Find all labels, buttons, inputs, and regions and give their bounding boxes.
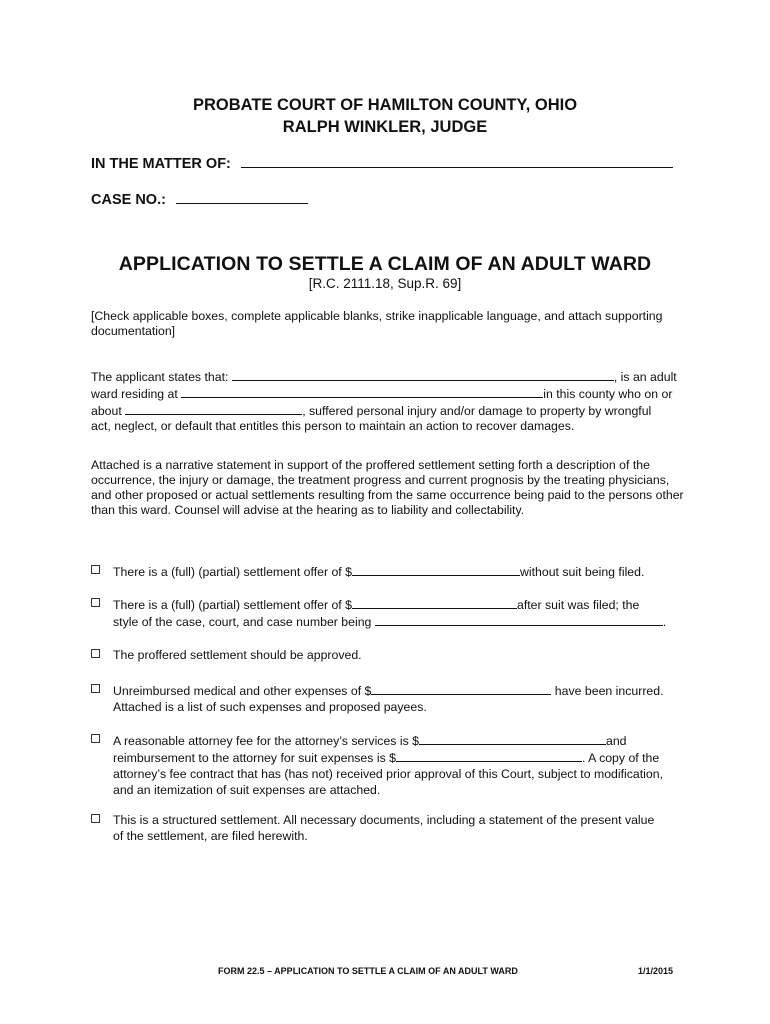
item1-post-text: without suit being filed. [519, 565, 645, 579]
expenses-amount-blank[interactable] [371, 682, 551, 695]
item6-line2-text: of the settlement, are filed herewith. [113, 829, 308, 843]
matter-label: IN THE MATTER OF: [91, 156, 231, 172]
checkbox-item-2 [91, 596, 691, 630]
checkbox-6[interactable] [91, 814, 100, 823]
item5-line4-text: and an itemization of suit expenses are attached. [113, 783, 381, 797]
instructions: [Check applicable boxes, complete applicable blanks, strike inapplicable language, and attach supporting documentation] [91, 309, 663, 338]
matter-row [91, 152, 673, 172]
applicant-name-blank[interactable] [232, 368, 614, 381]
checkbox-5[interactable] [91, 734, 100, 743]
footer-form-name: FORM 22.5 – APPLICATION TO SETTLE A CLAIM OF AN ADULT WARD [218, 966, 518, 976]
matter-blank[interactable] [241, 152, 673, 168]
ward-address-blank[interactable] [181, 385, 543, 398]
form-citation: [R.C. 2111.18, Sup.R. 69] [308, 276, 462, 291]
item2-line2-text: style of the case, court, and case number being [113, 615, 372, 629]
checkbox-1[interactable] [91, 565, 100, 574]
suffered-text: , suffered personal injury and/or damage to property by wrongful [302, 404, 652, 418]
checkbox-item-6 [91, 812, 691, 844]
applicant-statement [91, 368, 691, 434]
item5-line2-text: reimbursement to the attorney for suit expenses is $ [113, 751, 396, 765]
case-number-blank[interactable] [176, 188, 308, 204]
checkbox-2[interactable] [91, 598, 100, 607]
item4-post-text: have been incurred. [551, 684, 664, 698]
item4-text: Unreimbursed medical and other expenses of $ [113, 684, 372, 698]
item2-end-text: . [662, 615, 667, 629]
applicant-states-text: The applicant states that: [91, 370, 229, 384]
court-name: PROBATE COURT OF HAMILTON COUNTY, OHIO [192, 96, 578, 114]
act-text: act, neglect, or default that entitles this person to maintain an action to recover damages. [91, 419, 575, 433]
is-adult-text: , is an adult [613, 370, 677, 384]
checkbox-3[interactable] [91, 649, 100, 658]
case-style-blank[interactable] [375, 613, 663, 626]
checkbox-item-5 [91, 732, 691, 798]
about-text: about [91, 404, 122, 418]
suit-expenses-blank[interactable] [396, 749, 582, 762]
case-label: CASE NO.: [91, 192, 166, 208]
checkbox-item-4 [91, 682, 691, 715]
item3-text: The proffered settlement should be approved. [113, 648, 362, 662]
offer-amount-blank-1[interactable] [352, 563, 520, 576]
county-text: in this county who on or [543, 387, 673, 401]
item5-post-text: and [606, 734, 627, 748]
checkbox-4[interactable] [91, 684, 100, 693]
item2-text: There is a (full) (partial) settlement offer of $ [113, 598, 352, 612]
court-header [0, 94, 770, 138]
ward-residing-text: ward residing at [91, 387, 178, 401]
footer-date: 1/1/2015 [638, 966, 674, 976]
case-row [91, 188, 308, 208]
offer-amount-blank-2[interactable] [352, 596, 517, 609]
checkbox-item-1 [91, 563, 691, 580]
item4-line2-text: Attached is a list of such expenses and proposed payees. [113, 700, 427, 714]
judge-name: RALPH WINKLER, JUDGE [282, 118, 488, 136]
checkbox-item-3 [91, 647, 691, 663]
item2-post-text: after suit was filed; the [516, 598, 640, 612]
date-blank[interactable] [125, 402, 302, 415]
item6-line1-text: This is a structured settlement. All necessary documents, including a statement of the present value [113, 813, 655, 827]
attorney-fee-blank[interactable] [419, 732, 606, 745]
narrative-paragraph: Attached is a narrative statement in support of the proffered settlement setting forth a description of the occurrence, the injury or damage, the treatment progress and current prognosis by the treating physicians, and other proposed or actual settlements resulting from the same occurrence being paid to the persons other than this ward. Counsel will advise at the hearing as to liability and collectability. [91, 458, 684, 517]
item1-text: There is a (full) (partial) settlement offer of $ [113, 565, 352, 579]
item5-line2-post-text: . A copy of the [581, 751, 660, 765]
form-title: APPLICATION TO SETTLE A CLAIM OF AN ADULT WARD [118, 253, 652, 275]
item5-line3-text: attorney’s fee contract that has (has not) received prior approval of this Court, subject to modification, [113, 767, 663, 781]
item5-text: A reasonable attorney fee for the attorney’s services is $ [113, 734, 419, 748]
